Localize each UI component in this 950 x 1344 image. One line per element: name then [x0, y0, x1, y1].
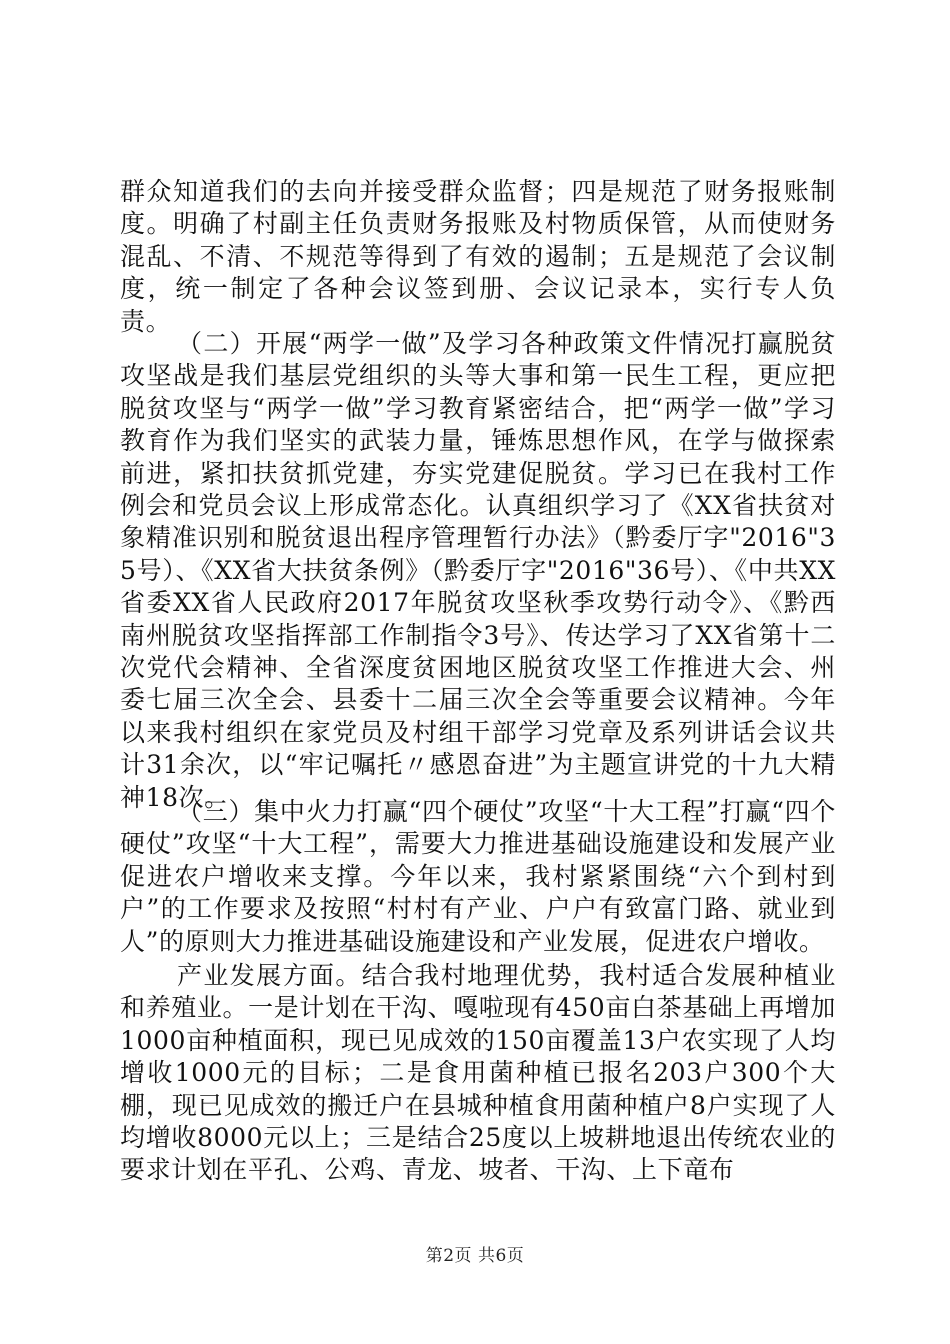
paragraph-industry-development: 产业发展方面。结合我村地理优势，我村适合发展种植业和养殖业。一是计划在干沟、嘎啦现有450亩白茶基础上再增加1000亩种植面积，现已见成效的150亩覆盖13户农实现了人均增收1000元的目标；二是食用菌种植已报名203户300个大棚，现已见成效的搬迁户在县城种植食用菌种植户8户实现了人均增收8000元以上；三是结合25度以上坡耕地退出传统农业的要求计划在平孔、公鸡、青龙、坡者、干沟、上下竜布 — [120, 961, 836, 1185]
paragraph-continuation: 群众知道我们的去向并接受群众监督；四是规范了财务报账制度。明确了村副主任负责财务报账及村物质保管，从而使财务混乱、不清、不规范等得到了有效的遏制；五是规范了会议制度，统一制定了各种会议签到册、会议记录本，实行专人负责。 — [120, 177, 836, 336]
page-footer: 第2页 共6页 — [425, 1246, 525, 1266]
paragraph-section-two: （二）开展“两学一做”及学习各种政策文件情况打赢脱贫攻坚战是我们基层党组织的头等大事和第一民生工程，更应把脱贫攻坚与“两学一做”学习教育紧密结合，把“两学一做”学习教育作为我们坚实的武装力量，锤炼思想作风，在学与做探索前进，紧扣扶贫抓党建，夯实党建促脱贫。学习已在我村工作例会和党员会议上形成常态化。认真组织学习了《XX省扶贫对象精准识别和脱贫退出程序管理暂行办法》（黔委厅字"2016"35号）、《XX省大扶贫条例》（黔委厅字"2016"36号）、《中共XX省委XX省人民政府2017年脱贫攻坚秋季攻势行动令》、《黔西南州脱贫攻坚指挥部工作制指令3号》、传达学习了XX省第十二次党代会精神、全省深度贫困地区脱贫攻坚工作推进大会、州委七届三次全会、县委十二届三次全会等重要会议精神。今年以来我村组织在家党员及村组干部学习党章及系列讲话会议共计31余次，以“牢记嘱托〃感恩奋进”为主题宣讲党的十九大精神18次。 — [120, 329, 836, 812]
paragraph-section-three: （三）集中火力打赢“四个硬仗”攻坚“十大工程”打赢“四个硬仗”攻坚“十大工程”，需要大力推进基础设施建设和发展产业促进农户增收来支撑。今年以来，我村紧紧围绕“六个到村到户”的工作要求及按照“村村有产业、户户有致富门路、就业到人”的原则大力推进基础设施建设和产业发展，促进农户增收。 — [120, 797, 836, 956]
